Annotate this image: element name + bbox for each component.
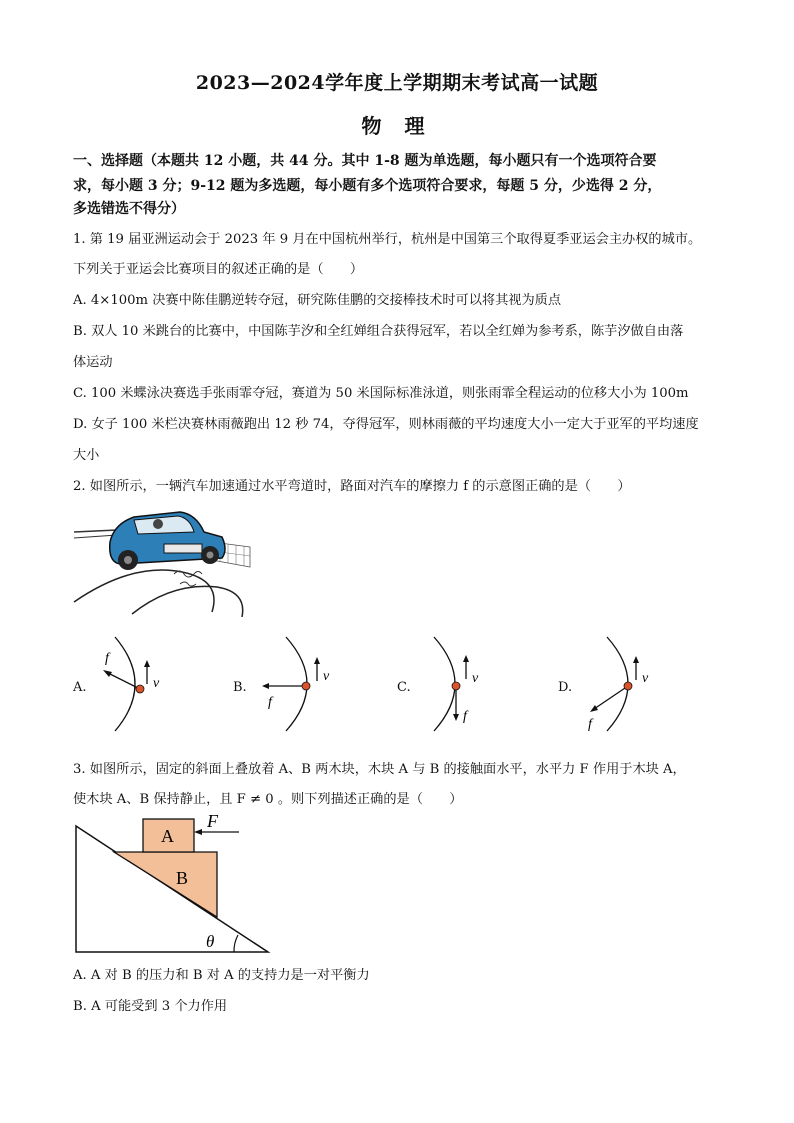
car-icon	[110, 512, 225, 570]
q1-option-d-line-1: D. 女子 100 米栏决赛林雨薇跑出 12 秒 74，夺得冠军，则林雨薇的平均速度大小一定大于亚军的平均速度	[73, 417, 699, 432]
q2-c-v-label: v	[472, 671, 479, 686]
subject-title: 物 理	[361, 114, 433, 138]
q1-option-d-line-2: 大小	[73, 448, 100, 463]
q1-option-a: A. 4×100m 决赛中陈佳鹏逆转夺冠，研究陈佳鹏的交接棒技术时可以将其视为质点	[73, 293, 562, 308]
section-heading-line-1: 一、选择题（本题共 12 小题，共 44 分。其中 1-8 题为单选题，每小题只有一个选项符合要	[73, 153, 657, 169]
force-f-label: F	[207, 812, 218, 831]
q2-d-f-label: f	[588, 717, 592, 732]
q1-option-b-line-1: B. 双人 10 米跳台的比赛中，中国陈芋汐和全红婵组合获得冠军，若以全红婵为参考系，陈芋汐做自由落	[73, 324, 684, 339]
incline-blocks-diagram	[74, 812, 274, 958]
q2-diagram-b	[256, 634, 356, 734]
car-on-curve-illustration	[72, 502, 252, 617]
q1-option-c: C. 100 米蝶泳决赛选手张雨霏夺冠，赛道为 50 米国际标准泳道，则张雨霏全程运动的位移大小为 100m	[73, 386, 689, 401]
block-a-label: A	[161, 826, 174, 846]
q3-stem-line-2: 使木块 A、B 保持静止，且 F ≠ 0 。则下列描述正确的是（ ）	[73, 792, 463, 807]
q2-diagram-d	[582, 634, 672, 734]
q2-a-f-label: f	[105, 651, 109, 666]
q2-diagram-c	[418, 634, 498, 734]
section-heading-line-3: 多选错选不得分）	[73, 201, 185, 217]
section-heading-line-2: 求，每小题 3 分；9-12 题为多选题，每小题有多个选项符合要求，每题 5 分，少选得 2 分，	[73, 178, 662, 194]
q1-stem-line-2: 下列关于亚运会比赛项目的叙述正确的是（ ）	[73, 262, 364, 277]
q3-option-b: B. A 可能受到 3 个力作用	[73, 999, 228, 1014]
q2-option-c-label: C.	[397, 680, 411, 695]
q1-option-b-line-2: 体运动	[73, 355, 113, 370]
q2-b-f-label: f	[268, 695, 272, 710]
q2-option-b-label: B.	[233, 680, 247, 695]
q2-stem: 2. 如图所示，一辆汽车加速通过水平弯道时，路面对汽车的摩擦力 f 的示意图正确的是（ ）	[73, 479, 631, 494]
angle-theta-label: θ	[206, 932, 215, 951]
q2-option-a-label: A.	[73, 680, 87, 695]
page-title: 2023—2024学年度上学期期末考试高一试题	[195, 72, 599, 94]
q2-option-d-label: D.	[558, 680, 573, 695]
q3-option-a: A. A 对 B 的压力和 B 对 A 的支持力是一对平衡力	[73, 968, 370, 983]
block-b-label: B	[176, 868, 189, 888]
q2-d-v-label: v	[642, 671, 649, 686]
q2-diagram-a	[95, 634, 175, 734]
q3-stem-line-1: 3. 如图所示，固定的斜面上叠放着 A、B 两木块，木块 A 与 B 的接触面水平，水平力 F 作用于木块 A，	[73, 762, 686, 777]
q2-b-v-label: v	[323, 669, 330, 684]
q2-a-v-label: v	[153, 676, 160, 691]
q2-c-f-label: f	[463, 709, 467, 724]
q1-stem-line-1: 1. 第 19 届亚洲运动会于 2023 年 9 月在中国杭州举行，杭州是中国第三个取得夏季亚运会主办权的城市。	[73, 232, 702, 247]
